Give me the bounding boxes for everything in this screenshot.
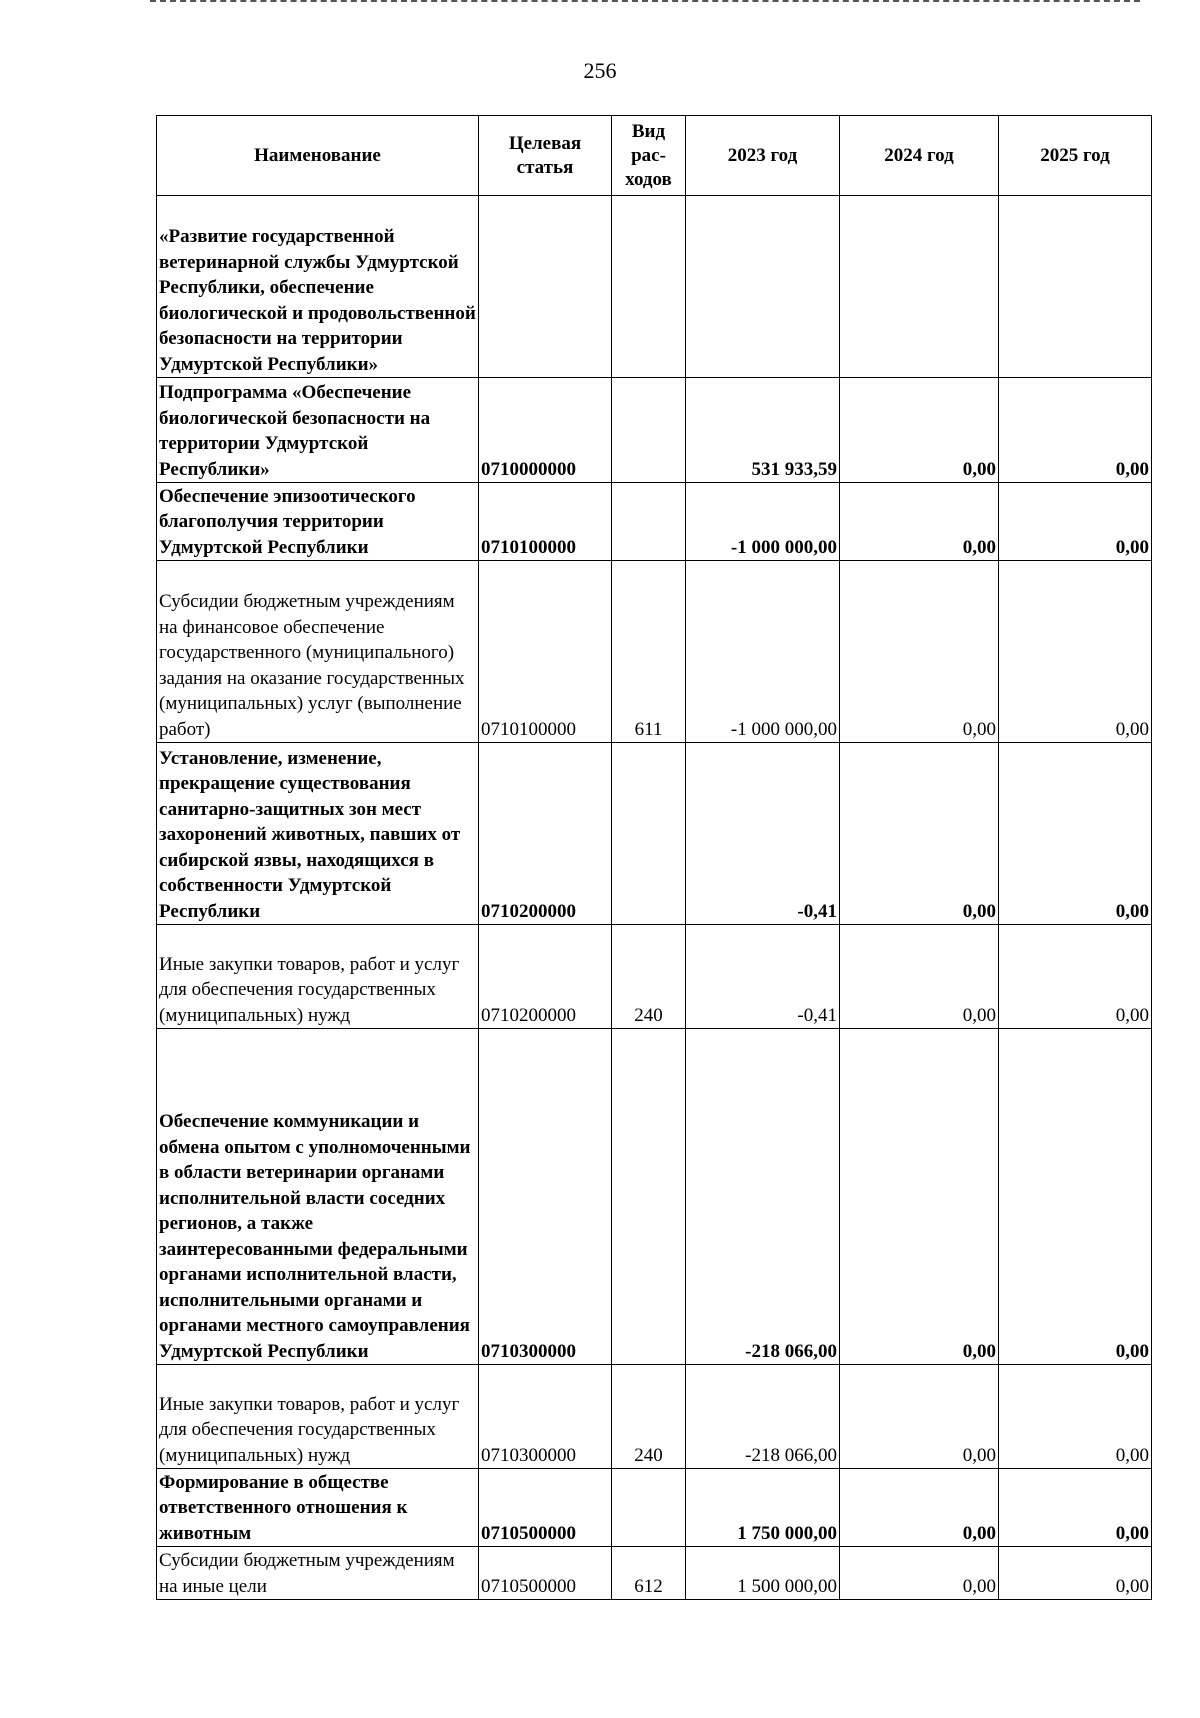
row-target: 0710100000 [479, 561, 612, 743]
row-2024: 0,00 [840, 1029, 999, 1365]
row-kind [612, 196, 686, 378]
row-2023: -1 000 000,00 [686, 561, 840, 743]
table-row [157, 1547, 1152, 1600]
table-row [157, 1029, 1152, 1365]
row-2025: 0,00 [999, 925, 1152, 1029]
row-target: 0710300000 [479, 1365, 612, 1469]
table-row [157, 743, 1152, 925]
page-number: 256 [583, 58, 617, 83]
header-2023: 2023 год [686, 116, 840, 196]
row-target: 0710200000 [479, 925, 612, 1029]
row-kind: 240 [612, 1365, 686, 1469]
row-2025 [999, 196, 1152, 378]
row-kind [612, 1029, 686, 1365]
row-2023: 1 500 000,00 [686, 1547, 840, 1600]
header-kind: Вид рас-ходов [612, 116, 686, 196]
row-kind: 611 [612, 561, 686, 743]
row-2023: -1 000 000,00 [686, 483, 840, 561]
header-target: Целевая статья [479, 116, 612, 196]
header-2024: 2024 год [840, 116, 999, 196]
row-name: Установление, изменение, прекращение существования санитарно-защитных зон мест захоронений животных, павших от сибирской язвы, находящихся в собственности Удмуртской Республики [157, 743, 479, 925]
header-name: Наименование [157, 116, 479, 196]
row-2025: 0,00 [999, 561, 1152, 743]
row-kind: 612 [612, 1547, 686, 1600]
row-target: 0710300000 [479, 1029, 612, 1365]
row-name: Обеспечение эпизоотического благополучия территории Удмуртской Республики [157, 483, 479, 561]
table-row [157, 925, 1152, 1029]
row-target: 0710000000 [479, 378, 612, 483]
row-target: 0710500000 [479, 1469, 612, 1547]
row-2023: -218 066,00 [686, 1029, 840, 1365]
table-row [157, 483, 1152, 561]
table-header-row [157, 116, 1152, 196]
table-row [157, 378, 1152, 483]
row-name: Формирование в обществе ответственного отношения к животным [157, 1469, 479, 1547]
row-target: 0710100000 [479, 483, 612, 561]
table-row [157, 1469, 1152, 1547]
row-2023: -0,41 [686, 743, 840, 925]
row-name: Обеспечение коммуникации и обмена опытом с уполномоченными в области ветеринарии органами исполнительной власти соседних регионов, а также заинтересованными федеральными органами исполнительной власти, исполнительными органами и органами местного самоуправления Удмуртской Республики [157, 1029, 479, 1365]
row-kind [612, 1469, 686, 1547]
row-2023: -218 066,00 [686, 1365, 840, 1469]
row-2024: 0,00 [840, 925, 999, 1029]
row-2023: -0,41 [686, 925, 840, 1029]
row-name: Субсидии бюджетным учреждениям на иные цели [157, 1547, 479, 1600]
table-row [157, 196, 1152, 378]
row-kind [612, 378, 686, 483]
row-2024: 0,00 [840, 378, 999, 483]
table-row [157, 1365, 1152, 1469]
row-2025: 0,00 [999, 1469, 1152, 1547]
row-2023: 1 750 000,00 [686, 1469, 840, 1547]
row-2024: 0,00 [840, 1365, 999, 1469]
row-name: Иные закупки товаров, работ и услуг для обеспечения государственных (муниципальных) нужд [157, 925, 479, 1029]
row-2024 [840, 196, 999, 378]
row-2025: 0,00 [999, 1547, 1152, 1600]
row-2024: 0,00 [840, 1547, 999, 1600]
row-2024: 0,00 [840, 1469, 999, 1547]
row-target: 0710200000 [479, 743, 612, 925]
row-2025: 0,00 [999, 1365, 1152, 1469]
row-name: Подпрограмма «Обеспечение биологической безопасности на территории Удмуртской Республики» [157, 378, 479, 483]
row-2024: 0,00 [840, 743, 999, 925]
row-name: Субсидии бюджетным учреждениям на финансовое обеспечение государственного (муниципального) задания на оказание государственных (муниципальных) услуг (выполнение работ) [157, 561, 479, 743]
budget-table [156, 115, 1152, 1600]
row-kind [612, 743, 686, 925]
row-2025: 0,00 [999, 378, 1152, 483]
scan-top-edge [150, 0, 1140, 5]
header-2025: 2025 год [999, 116, 1152, 196]
row-2023 [686, 196, 840, 378]
row-name: Иные закупки товаров, работ и услуг для обеспечения государственных (муниципальных) нужд [157, 1365, 479, 1469]
row-2025: 0,00 [999, 1029, 1152, 1365]
row-target [479, 196, 612, 378]
row-name: «Развитие государственной ветеринарной службы Удмуртской Республики, обеспечение биологической и продовольственной безопасности на территории Удмуртской Республики» [157, 196, 479, 378]
row-2024: 0,00 [840, 483, 999, 561]
row-2025: 0,00 [999, 483, 1152, 561]
row-2024: 0,00 [840, 561, 999, 743]
row-kind [612, 483, 686, 561]
table-row [157, 561, 1152, 743]
row-target: 0710500000 [479, 1547, 612, 1600]
row-2025: 0,00 [999, 743, 1152, 925]
row-kind: 240 [612, 925, 686, 1029]
row-2023: 531 933,59 [686, 378, 840, 483]
